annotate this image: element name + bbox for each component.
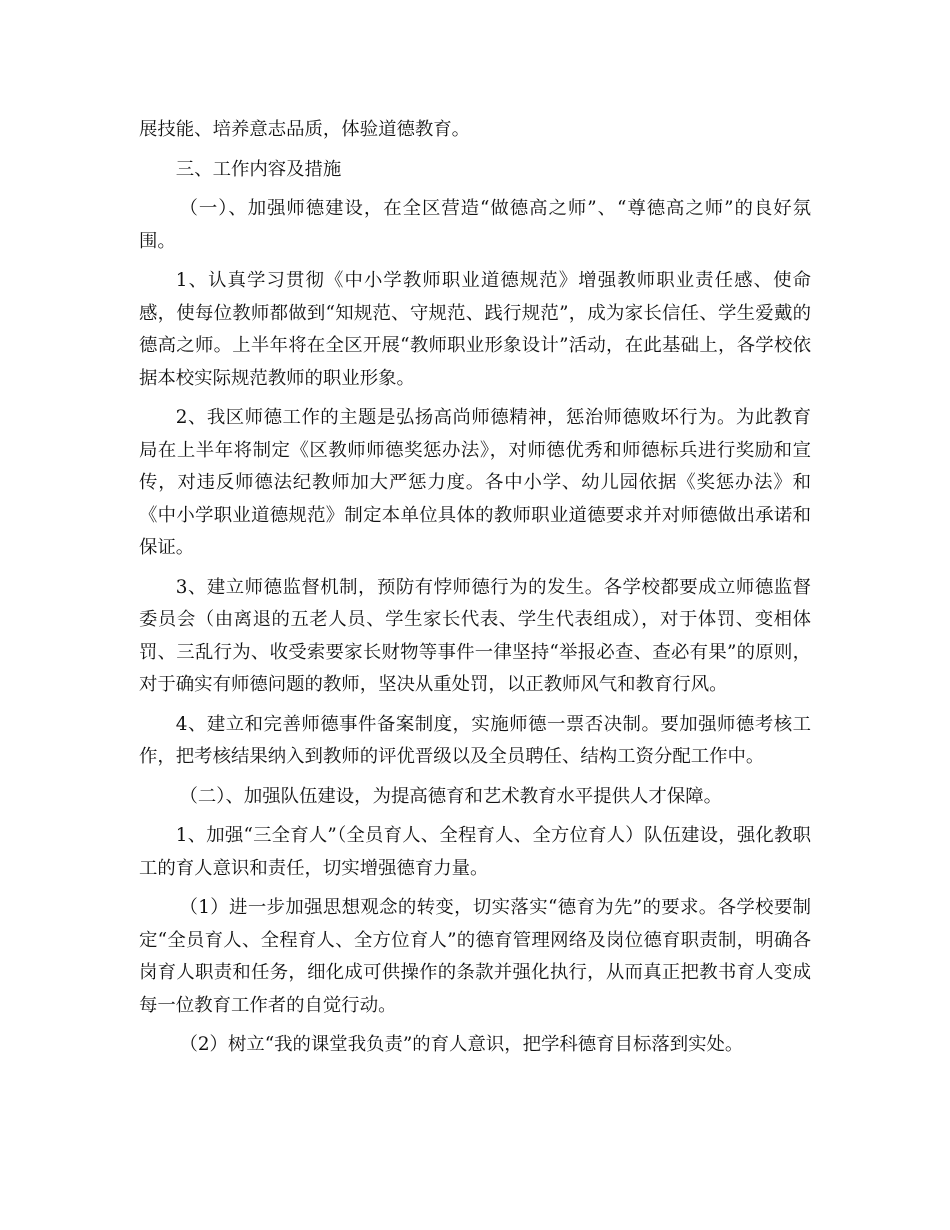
document-page: [139, 114, 811, 1069]
section-heading-work-content: 三、工作内容及措施: [175, 158, 342, 180]
paragraph-item-2: 2、我区师德工作的主题是弘扬高尚师德精神，惩治师德败坏行为。为此教育局在上半年将制定《区教师师德奖惩办法》，对师德优秀和师德标兵进行奖励和宣传，对违反师德法纪教师加大严惩力度。各中小学、幼儿园依据《奖惩办法》和《中小学职业道德规范》制定本单位具体的教师职业道德要求并对师德做出承诺和保证。: [139, 407, 811, 558]
subsection-heading-team-building: （二）、加强队伍建设，为提高德育和艺术教育水平提供人才保障。: [179, 785, 722, 807]
paragraph-subitem-2: （2）树立“我的课堂我负责”的育人意识，把学科德育目标落到实处。: [179, 1034, 744, 1055]
paragraph-item-3: 3、建立师德监督机制，预防有悖师德行为的发生。各学校都要成立师德监督委员会（由离退的五老人员、学生家长代表、学生代表组成），对于体罚、变相体罚、三乱行为、收受索要家长财物等事件一律坚持“举报必查、查必有果”的原则，对于确实有师德问题的教师，坚决从重处罚，以正教师风气和教育行风。: [139, 576, 811, 695]
paragraph-continuation: 展技能、培养意志品质，体验道德教育。: [139, 119, 471, 140]
paragraph-subitem-1: （1）进一步加强思想观念的转变，切实落实“德育为先”的要求。各学校要制定“全员育人、全程育人、全方位育人”的德育管理网络及岗位德育职责制，明确各岗育人职责和任务，细化成可供操作的条款并强化执行，从而真正把教书育人变成每一位教育工作者的自觉行动。: [139, 897, 811, 1016]
subsection-heading-teacher-ethics: （一）、加强师德建设，在全区营造“做德高之师”、“尊德高之师”的良好氛围。: [139, 198, 811, 252]
paragraph-item-4: 4、建立和完善师德事件备案制度，实施师德一票否决制。要加强师德考核工作，把考核结果纳入到教师的评优晋级以及全员聘任、结构工资分配工作中。: [139, 713, 811, 767]
paragraph-item-1: 1、认真学习贯彻《中小学教师职业道德规范》增强教师职业责任感、使命感，使每位教师都做到“知规范、守规范、践行规范”，成为家长信任、学生爱戴的德高之师。上半年将在全区开展“教师职业形象设计”活动，在此基础上，各学校依据本校实际规范教师的职业形象。: [139, 270, 811, 389]
paragraph-team-item-1: 1、加强“三全育人”（全员育人、全程育人、全方位育人）队伍建设，强化教职工的育人意识和责任，切实增强德育力量。: [139, 825, 811, 879]
